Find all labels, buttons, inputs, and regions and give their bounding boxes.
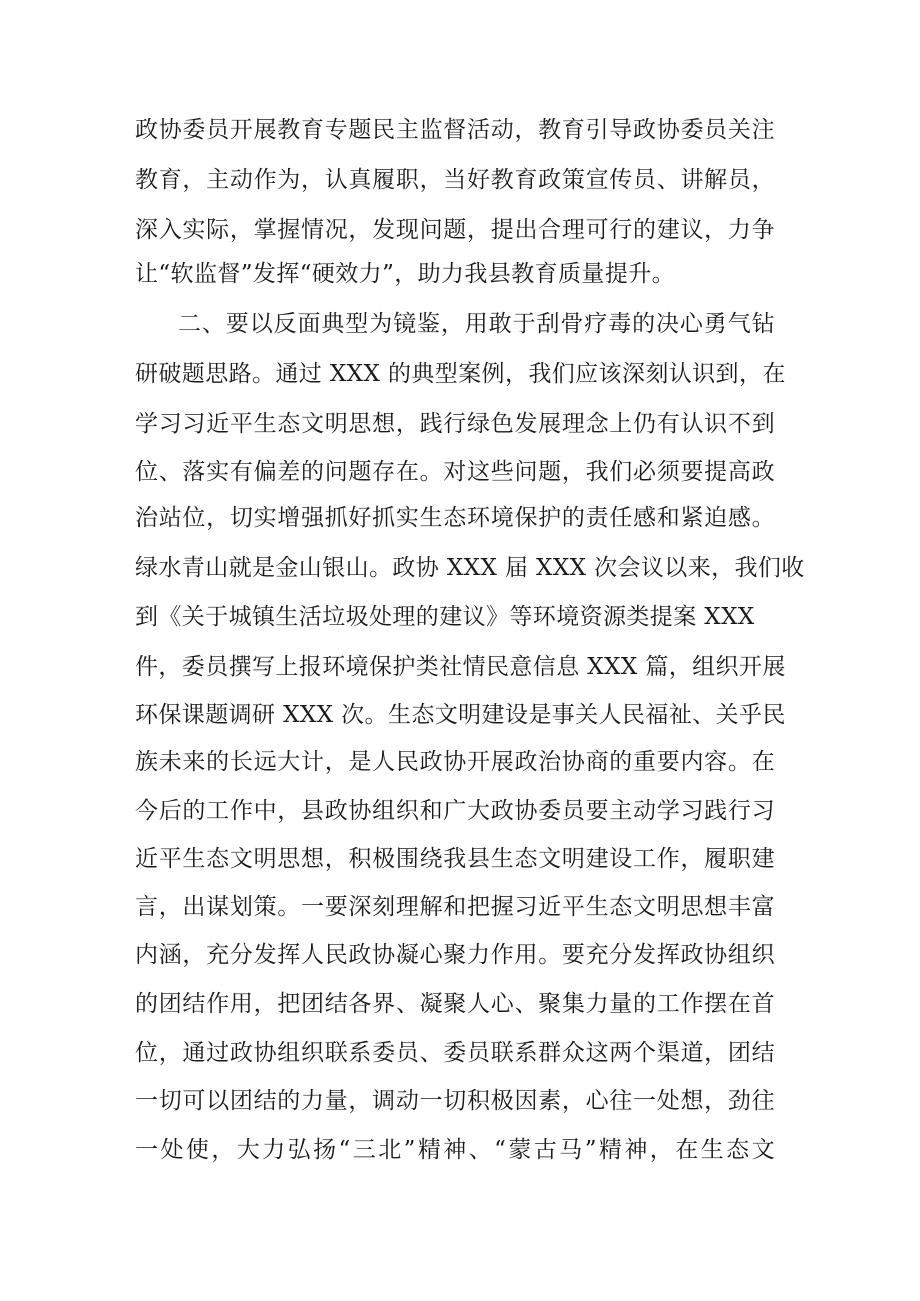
text-line: 到《关于城镇生活垃圾处理的建议》等环境资源类提案 XXX (135, 604, 755, 630)
text-line: 位，通过政协组织联系委员、委员联系群众这两个渠道，团结 (135, 1040, 775, 1066)
text-line: 一切可以团结的力量，调动一切积极因素，心往一处想，劲往 (135, 1088, 775, 1114)
text-line: 近平生态文明思想，积极围绕我县生态文明建设工作，履职建 (135, 846, 775, 872)
text-line: 让“软监督”发挥“硬效力”，助力我县教育质量提升。 (135, 261, 676, 287)
text-line: 深入实际，掌握情况，发现问题，提出合理可行的建议，力争 (135, 217, 775, 243)
paragraph-heading-line: 二、要以反面典型为镜鉴，用敢于刮骨疗毒的决心勇气钻 (178, 311, 775, 337)
text-line: 教育，主动作为，认真履职，当好教育政策宣传员、讲解员， (135, 167, 775, 193)
text-line: 内涵，充分发挥人民政协凝心聚力作用。要充分发挥政协组织 (135, 942, 775, 968)
text-line: 研破题思路。通过 XXX 的典型案例，我们应该深刻认识到，在 (135, 361, 786, 387)
text-line: 环保课题调研 XXX 次。生态文明建设是事关人民福祉、关乎民 (135, 702, 786, 728)
text-line: 今后的工作中，县政协组织和广大政协委员要主动学习践行习 (135, 798, 775, 824)
text-line: 族未来的长远大计，是人民政协开展政治协商的重要内容。在 (135, 749, 775, 775)
text-line: 政协委员开展教育专题民主监督活动，教育引导政协委员关注 (135, 117, 775, 143)
text-line: 的团结作用，把团结各界、凝聚人心、聚集力量的工作摆在首 (135, 991, 775, 1017)
text-line: 学习习近平生态文明思想，践行绿色发展理念上仍有认识不到 (135, 411, 775, 437)
text-line: 治站位，切实增强抓好抓实生态环境保护的责任感和紧迫感。 (135, 505, 775, 531)
text-line: 言，出谋划策。一要深刻理解和把握习近平生态文明思想丰富 (135, 894, 775, 920)
text-line: 一处使，大力弘扬“三北”精神、“蒙古马”精神，在生态文 (135, 1137, 775, 1163)
text-line: 位、落实有偏差的问题存在。对这些问题，我们必须要提高政 (135, 459, 775, 485)
text-line: 绿水青山就是金山银山。政协 XXX 届 XXX 次会议以来，我们收 (135, 555, 805, 581)
text-line: 件，委员撰写上报环境保护类社情民意信息 XXX 篇，组织开展 (135, 654, 786, 680)
